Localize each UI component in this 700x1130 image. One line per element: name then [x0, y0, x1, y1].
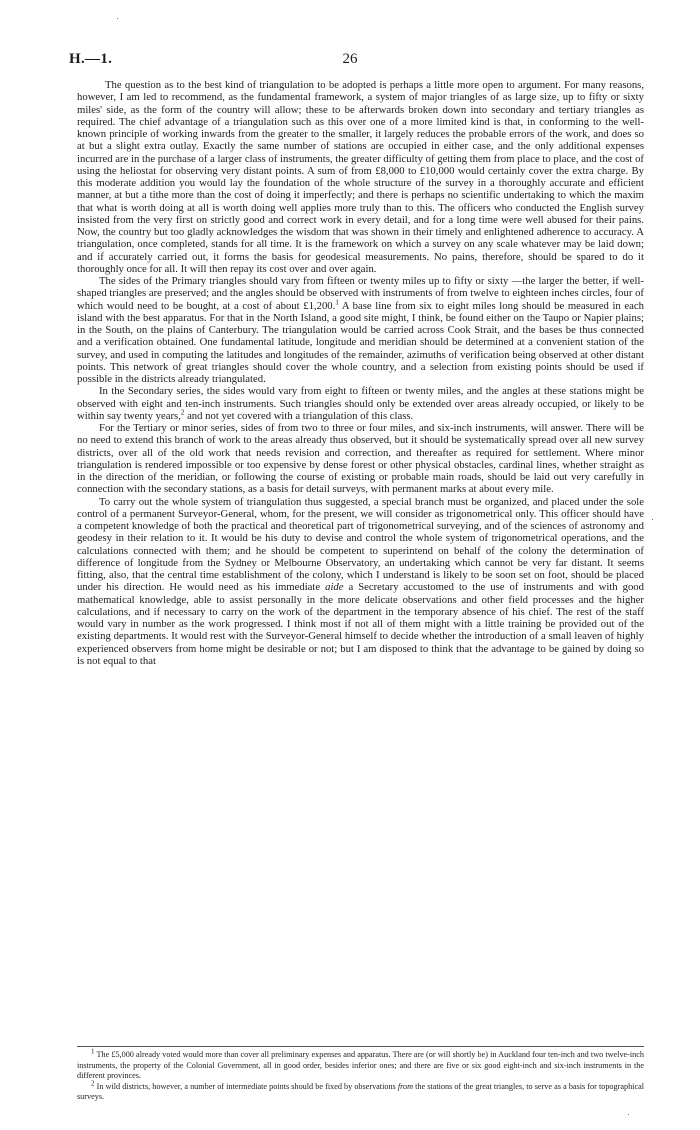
paragraph — [77, 275, 644, 385]
footnote-marker: 2 — [91, 1079, 95, 1088]
document-reference: H.—1. — [69, 51, 113, 67]
scan-speck — [628, 1114, 629, 1115]
page-header — [0, 51, 700, 71]
footnote — [77, 1079, 644, 1103]
paragraph-text: A base line from six to eight miles long should be measured in each island with the best apparatus. For that in the North Island, a good site might, I think, be found either on the Taupo or Napier plains; in the South, on the plains of Canterbury. The triangulation would be carried across Cook Strait, and the bases be thus connected and a verification obtained. One fundamental latitude, longitude and meridian should be determined at a convenient station of the survey, and used in computing the latitudes and longitudes of the remainder, azimuths of verification being observed at other distant points. This network of great triangles should cover the whole country, and a selection from existing points should be used if possible in the districts already triangulated. — [77, 299, 644, 385]
footnote-reference: 1 — [335, 297, 339, 306]
italic-text: from — [397, 1081, 414, 1091]
paragraph-text: The question as to the best kind of triangulation to be adopted is perhaps a little more open to argument. For many reasons, however, I am led to recommend, as the fundamental framework, a system of major triangles of as large size, up to fifty or sixty miles' side, as the form of the country will allow; these to be afterwards broken down into secondary and tertiary triangles as required. The chief advantage of a triangulation such as this over one of a more limited kind is that, in conforming to the well-known principle of working inwards from the greater to the smaller, it largely reduces the probable errors of the work, and does so at but a slight extra outlay. Exactly the same number of stations are occupied in either case, and the only additional expenses incurred are in the purchase of a larger class of instruments, the greater difficulty of getting them from place to place, and the cost of using the heliostat for observing very distant points. A sum of from £8,000 to £10,000 would certainly cover the extra charge. By this moderate addition you would lay the foundation of the whole structure of the survey in a thoroughly accurate and efficient manner, at but a tithe more than the cost of doing it imperfectly; and there is perhaps no scientific undertaking to which the maxim that what is worth doing at all is worth doing well applies more truly than to this. The officers who conducted the English survey insisted from the very first on strictly good and correct work in every detail, and for a long time were well abused for their pains. Now, the country but too gladly acknowledges the wisdom that was shown in their timely and enlightened adherence to accuracy. A triangulation, once completed, stands for all time. It is the framework on which a survey on any scale whatever may be laid down; and if accurately carried out, it forms the basis for geodesical measurements. No pains, therefore, should be spared to do it thoroughly once for all. It will then repay its cost over and over again. — [77, 79, 644, 275]
paragraph-text: a Secretary accustomed to the use of instruments and with good mathematical knowledge, able to assist personally in the more delicate observations and other field processes and the higher calculations, and if necessary to carry on the work of the department in the temporary absence of his chief. The rest of the staff would vary in number as the work progressed. I think most if not all of them might with a little training be provided out of the existing departments. It would rest with the Surveyor-General himself to decide whether the introduction of a small leaven of highly experienced observers from home might be desirable or not; but I am disposed to think that the advantage to be gained by doing so is not equal to that — [77, 581, 644, 667]
italic-text: aide — [325, 581, 344, 594]
footnote-reference: 2 — [180, 408, 185, 417]
paragraph — [77, 422, 644, 496]
footnotes — [77, 1047, 644, 1103]
footnote-divider — [77, 1046, 644, 1047]
paragraph — [77, 79, 644, 275]
paragraph-text: The sides of the Primary triangles should vary from fifteen or twenty miles up to fifty or sixty —the larger the better, if well-shaped triangles are preserved; and the angles should be observed with instruments of from twelve to eighteen inches circles, four of which would need to be bought, at a cost of about £1,200. — [77, 275, 644, 312]
paragraph — [77, 385, 644, 422]
footnote-text: the stations of the great triangles, to serve as a basis for topographical surveys. — [77, 1081, 644, 1102]
body-text — [77, 79, 644, 667]
paragraph — [77, 496, 644, 668]
footnote-text: The £5,000 already voted would more than cover all preliminary expenses and apparatus. There are (or will shortly be) in Auckland four ten-inch and two twelve-inch instruments, the property of the Colonial Government, all in good order, besides inferior ones; and there are five or six good eight-inch and six-inch instruments in the different provinces. — [77, 1050, 644, 1081]
paragraph-text: For the Tertiary or minor series, sides of from two to three or four miles, and six-inch instruments, will answer. There will be no need to extend this branch of work to the areas already thus observed, but it should be systematically spread over all new survey districts, over all of the old work that needs revision and correction, and thereafter as required for settlement. Where minor triangulation is rendered impossible or too expensive by dense forest or other physical obstacles, cardinal lines, whether straight as in the direction of the meridian, or following the course of existing or probable main roads, should be laid out very carefully in connection with the secondary stations, as a basis for detail surveys, with permanent marks at about every mile. — [77, 422, 644, 496]
scan-speck — [652, 519, 653, 520]
page-number: 26 — [342, 51, 358, 67]
footnote — [77, 1047, 644, 1082]
footnote-text: In wild districts, however, a number of intermediate points should be fixed by observations — [94, 1081, 398, 1091]
paragraph-text: To carry out the whole system of triangulation thus suggested, a special branch must be organized, and placed under the sole control of a permanent Surveyor-General, whom, for the present, we will consider as trigonometrical only. This officer should have a competent knowledge of both the practical and theoretical part of trigonometrical surveying, and of the sciences of astronomy and geodesy in their relation to it. It would be his duty to devise and control the whole system of trigonometrical operations, and the calculations connected with them; and he should be competent to superintend on behalf of the colony the determination of difference of longitude from the Sydney or Melbourne Observatory, an undertaking which cannot be very far distant. It seems fitting, also, that the central time establishment of the colony, which I understand is likely to be soon set on foot, should be placed under his direction. He would need as his immediate — [77, 495, 644, 594]
paragraph-text: and not yet covered with a triangulation of this class. — [184, 409, 414, 422]
scan-speck — [117, 18, 118, 19]
footnote-marker: 1 — [91, 1047, 95, 1056]
paragraph-text: In the Secondary series, the sides would vary from eight to fifteen or twenty miles, and the angles at these stations might be observed with eight and ten-inch instruments. Such triangles should only be extended over areas already occupied, or likely to be within say twenty years, — [77, 385, 644, 422]
